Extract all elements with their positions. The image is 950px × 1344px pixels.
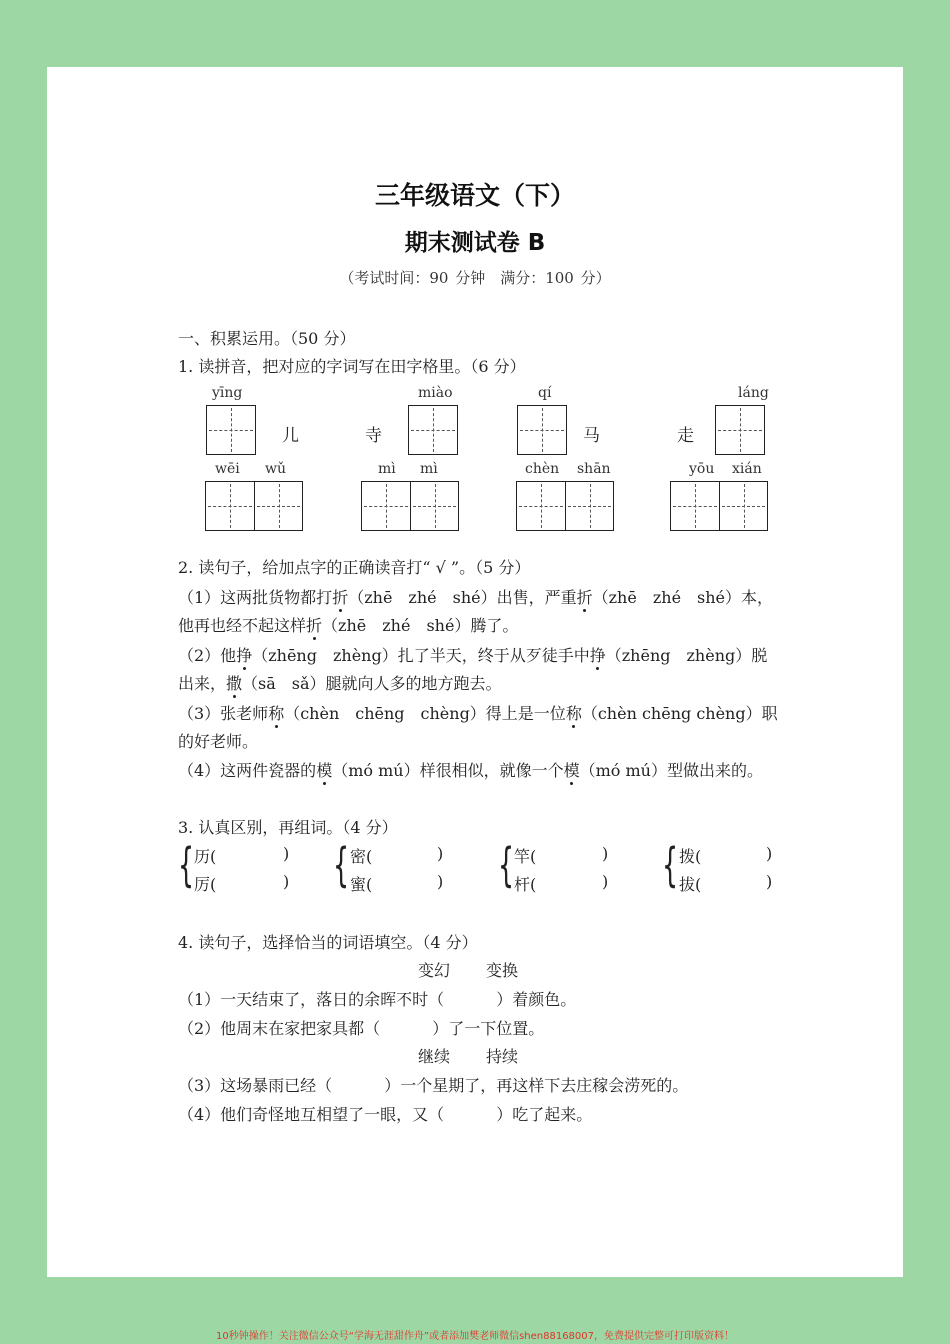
- q4-sentence: （2）他周末在家把家具都（ ）了一下位置。: [178, 1019, 545, 1038]
- q1-char: 儿: [282, 426, 299, 446]
- q4-sentence: （1）一天结束了，落日的余晖不时（ ）着颜色。: [178, 990, 577, 1009]
- q1-pinyin: wǔ: [265, 461, 286, 477]
- writing-grid[interactable]: [516, 481, 614, 531]
- q1-char: 寺: [365, 426, 382, 446]
- answer-blank[interactable]: ): [283, 844, 290, 863]
- writing-grid[interactable]: [206, 405, 256, 455]
- q4-sentence: （3）这场暴雨已经（ ）一个星期了，再这样下去庄稼会涝死的。: [178, 1076, 689, 1095]
- page-title: 三年级语文（下）: [374, 181, 575, 210]
- q2-prompt: 2. 读句子，给加点字的正确读音打“ √ ”。（5 分）: [178, 558, 531, 577]
- answer-blank[interactable]: ): [766, 844, 773, 863]
- answer-blank[interactable]: ): [283, 872, 290, 891]
- brace-icon: {: [333, 838, 350, 892]
- word-group-item: 竿(: [514, 847, 537, 866]
- q1-pinyin: chèn: [525, 461, 560, 477]
- brace-icon: {: [662, 838, 679, 892]
- q1-prompt: 1. 读拼音，把对应的字词写在田字格里。（6 分）: [178, 357, 526, 376]
- q2-line: 的好老师。: [178, 732, 259, 751]
- q3-prompt: 3. 认真区别，再组词。（4 分）: [178, 818, 398, 837]
- q1-pinyin: yōu: [689, 461, 715, 477]
- q1-pinyin: qí: [538, 385, 552, 401]
- answer-blank[interactable]: ): [602, 844, 609, 863]
- exam-info: （考试时间：90 分钟 满分：100 分）: [339, 269, 611, 287]
- writing-grid[interactable]: [408, 405, 458, 455]
- brace-icon: {: [498, 838, 515, 892]
- brace-icon: {: [178, 838, 195, 892]
- word-choices: 继续 持续: [418, 1047, 519, 1066]
- q1-pinyin: láng: [738, 385, 769, 401]
- answer-blank[interactable]: ): [766, 872, 773, 891]
- q2-line: （2）他挣（zhēng zhèng）扎了半天，终于从歹徒手中挣（zhēng zhèng）脱: [178, 646, 768, 665]
- q1-char: 马: [583, 426, 600, 446]
- word-group-item: 历(: [194, 847, 217, 866]
- q1-pinyin: shān: [577, 461, 611, 477]
- answer-blank[interactable]: ): [437, 844, 444, 863]
- q4-prompt: 4. 读句子，选择恰当的词语填空。（4 分）: [178, 933, 478, 952]
- q1-pinyin: mì: [420, 461, 438, 477]
- word-group-item: 密(: [350, 847, 373, 866]
- word-group-item: 蜜(: [350, 875, 373, 894]
- q2-line: （3）张老师称（chèn chēng chèng）得上是一位称（chèn chēng chèng）职: [178, 704, 778, 723]
- q4-sentence: （4）他们奇怪地互相望了一眼，又（ ）吃了起来。: [178, 1105, 593, 1124]
- word-group-item: 拔(: [679, 875, 702, 894]
- q1-pinyin: yīng: [212, 385, 243, 401]
- writing-grid[interactable]: [715, 405, 765, 455]
- answer-blank[interactable]: ): [602, 872, 609, 891]
- word-group-item: 厉(: [194, 875, 217, 894]
- q2-line: （4）这两件瓷器的模（mó mú）样很相似，就像一个模（mó mú）型做出来的。: [178, 761, 763, 780]
- page-subtitle: 期末测试卷 B: [404, 230, 546, 256]
- word-choices: 变幻 变换: [418, 961, 519, 980]
- q2-line: （1）这两批货物都打折（zhē zhé shé）出售，严重折（zhē zhé shé）本，: [178, 588, 774, 607]
- word-group-item: 杆(: [514, 875, 537, 894]
- q2-line: 他再也经不起这样折（zhē zhé shé）腾了。: [178, 616, 519, 635]
- q1-pinyin: mì: [378, 461, 396, 477]
- writing-grid[interactable]: [205, 481, 303, 531]
- q2-line: 出来，撒（sā sǎ）腿就向人多的地方跑去。: [178, 674, 502, 693]
- writing-grid[interactable]: [670, 481, 768, 531]
- writing-grid[interactable]: [517, 405, 567, 455]
- section-heading: 一、积累运用。（50 分）: [178, 329, 356, 348]
- word-group-item: 拨(: [679, 847, 702, 866]
- q1-pinyin: xián: [732, 461, 762, 477]
- q1-char: 走: [677, 426, 694, 446]
- q1-pinyin: wēi: [215, 461, 240, 477]
- writing-grid[interactable]: [361, 481, 459, 531]
- answer-blank[interactable]: ): [437, 872, 444, 891]
- promo-footer: 10秒钟操作！关注微信公众号“学海无涯甜作舟”或者添加樊老师微信shen88168007，免费提供完整可打印版资料！: [215, 1331, 735, 1342]
- q1-pinyin: miào: [418, 385, 453, 401]
